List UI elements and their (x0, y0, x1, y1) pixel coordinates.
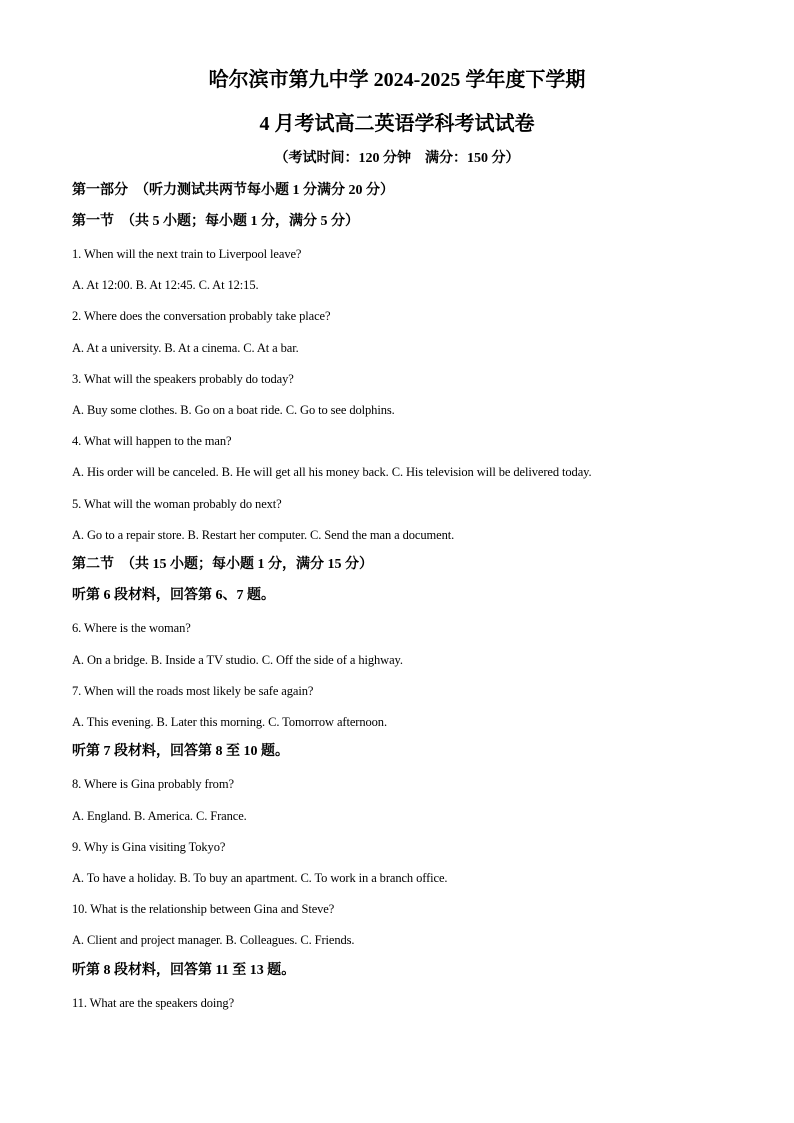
exam-title-line2: 4 月考试高二英语学科考试试卷 (259, 113, 535, 135)
options-4: A. His order will be canceled. B. He will get all his money back. C. His television will be delivered today. (72, 465, 592, 479)
group-instruction-8: 听第 8 段材料，回答第 11 至 13 题。 (72, 963, 296, 978)
group-instruction-7: 听第 7 段材料，回答第 8 至 10 题。 (72, 744, 289, 759)
options-7: A. This evening. B. Later this morning. C. Tomorrow afternoon. (72, 715, 387, 729)
group-instruction-6: 听第 6 段材料，回答第 6、7 题。 (72, 588, 275, 603)
question-10: 10. What is the relationship between Gina and Steve? (72, 902, 335, 916)
options-5: A. Go to a repair store. B. Restart her computer. C. Send the man a document. (72, 528, 455, 542)
options-6: A. On a bridge. B. Inside a TV studio. C. Off the side of a highway. (72, 653, 403, 667)
options-8: A. England. B. America. C. France. (72, 809, 247, 823)
part1-heading: 第一部分 （听力测试共两节每小题 1 分满分 20 分） (72, 183, 394, 198)
question-2: 2. Where does the conversation probably take place? (72, 309, 331, 323)
options-3: A. Buy some clothes. B. Go on a boat ride. C. Go to see dolphins. (72, 403, 395, 417)
question-4: 4. What will happen to the man? (72, 434, 232, 448)
options-9: A. To have a holiday. B. To buy an apartment. C. To work in a branch office. (72, 871, 448, 885)
question-7: 7. When will the roads most likely be safe again? (72, 684, 314, 698)
exam-title-line1: 哈尔滨市第九中学 2024-2025 学年度下学期 (208, 69, 586, 91)
question-6: 6. Where is the woman? (72, 621, 191, 635)
question-11: 11. What are the speakers doing? (72, 996, 235, 1010)
question-5: 5. What will the woman probably do next? (72, 497, 282, 511)
question-3: 3. What will the speakers probably do today? (72, 372, 294, 386)
question-9: 9. Why is Gina visiting Tokyo? (72, 840, 226, 854)
options-1: A. At 12:00. B. At 12:45. C. At 12:15. (72, 278, 259, 292)
question-1: 1. When will the next train to Liverpool leave? (72, 247, 302, 261)
section2-heading: 第二节 （共 15 小题；每小题 1 分，满分 15 分） (72, 557, 373, 572)
section1-heading: 第一节 （共 5 小题；每小题 1 分，满分 5 分） (72, 214, 359, 229)
exam-info: （考试时间：120 分钟 满分：150 分） (274, 151, 520, 166)
options-2: A. At a university. B. At a cinema. C. At a bar. (72, 341, 299, 355)
options-10: A. Client and project manager. B. Colleagues. C. Friends. (72, 933, 355, 947)
question-8: 8. Where is Gina probably from? (72, 777, 234, 791)
